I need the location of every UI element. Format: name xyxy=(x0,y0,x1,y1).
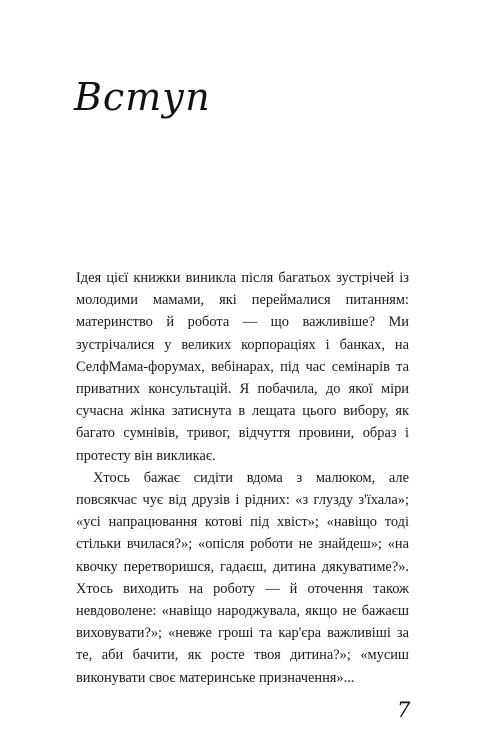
paragraph-1: Ідея цієї книжки виникла після багатьох зустрічей із молодими мамами, які переймалися питанням: материнство й робота — що важливіше? Ми зустрічалися у великих корпораціях і банках, на СелфМама-форумах, вебінарах, під час семінарів та приватних консультацій. Я побачила, до якої міри сучасна жінка затиснута в лещата цього вибору, як багато сумнівів, тривог, відчуття провини, образ і протесту він викликає. xyxy=(76,270,409,464)
page-number: 7 xyxy=(397,698,411,722)
chapter-title: Вступ xyxy=(74,75,211,119)
body-text xyxy=(76,267,409,689)
paragraph-2: Хтось бажає сидіти вдома з малюком, але повсякчас чує від друзів і рідних: «з глузду з'їхала»; «усі напрацювання котові під хвіст»; «навіщо тоді стільки вчилася?»; «опісля роботи не знайдеш»; «на квочку перетворишся, гадаєш, дитина дякуватиме?». Хтось виходить на роботу — й оточення також невдоволене: «навіщо народжувала, якщо не бажаєш виховувати?»; «невже гроші та кар'єра важливіші за те, аби бачити, як росте твоя дитина?»; «мусиш виконувати своє материнське призначення»... xyxy=(76,469,409,686)
